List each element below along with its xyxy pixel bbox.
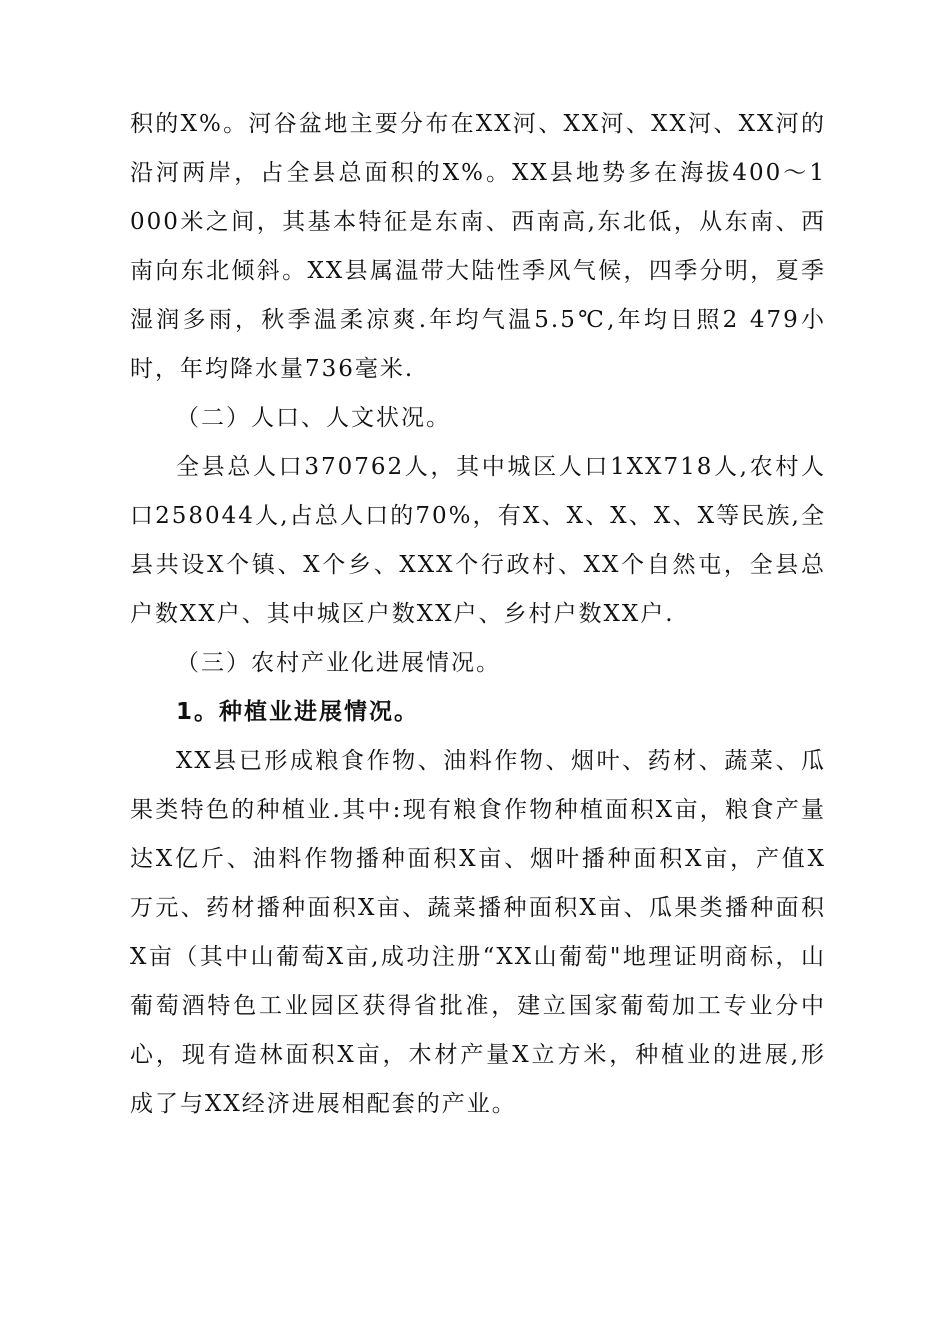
paragraph-geography: 积的X%。河谷盆地主要分布在XX河、XX河、XX河、XX河的沿河两岸，占全县总面积的X%。XX县地势多在海拔400～1 000米之间，其基本特征是东南、西南高,东北低，从东南、西南向东北倾斜。XX县属温带大陆性季风气候，四季分明，夏季湿润多雨，秋季温柔凉爽.年均气温5.5℃,年均日照2 479小时，年均降水量736毫米.: [130, 111, 826, 382]
paragraph-planting: XX县已形成粮食作物、油料作物、烟叶、药材、蔬菜、瓜果类特色的种植业.其中:现有粮食作物种植面积X亩，粮食产量达X亿斤、油料作物播种面积X亩、烟叶播种面积X亩，产值X万元、药材播种面积X亩、蔬菜播种面积X亩、瓜果类播种面积X亩（其中山葡萄X亩,成功注册“XX山葡萄"地理证明商标，山葡萄酒特色工业园区获得省批准，建立国家葡萄加工专业分中心，现有造林面积X亩，木材产量X立方米，种植业的进展,形成了与XX经济进展相配套的产业。: [130, 748, 826, 1117]
paragraph-population: 全县总人口370762人，其中城区人口1XX718人,农村人口258044人,占总人口的70%，有X、X、X、X、X等民族,全县共设X个镇、X个乡、XXX个行政村、XX个自然屯，全县总户数XX户、其中城区户数XX户、乡村户数XX户.: [130, 454, 826, 627]
heading-planting: 1。种植业进展情况。: [176, 699, 420, 725]
heading-population: （二）人口、人文状况。: [176, 405, 451, 431]
document-body: [130, 100, 826, 1129]
heading-industry: （三）农村产业化进展情况。: [176, 650, 501, 676]
